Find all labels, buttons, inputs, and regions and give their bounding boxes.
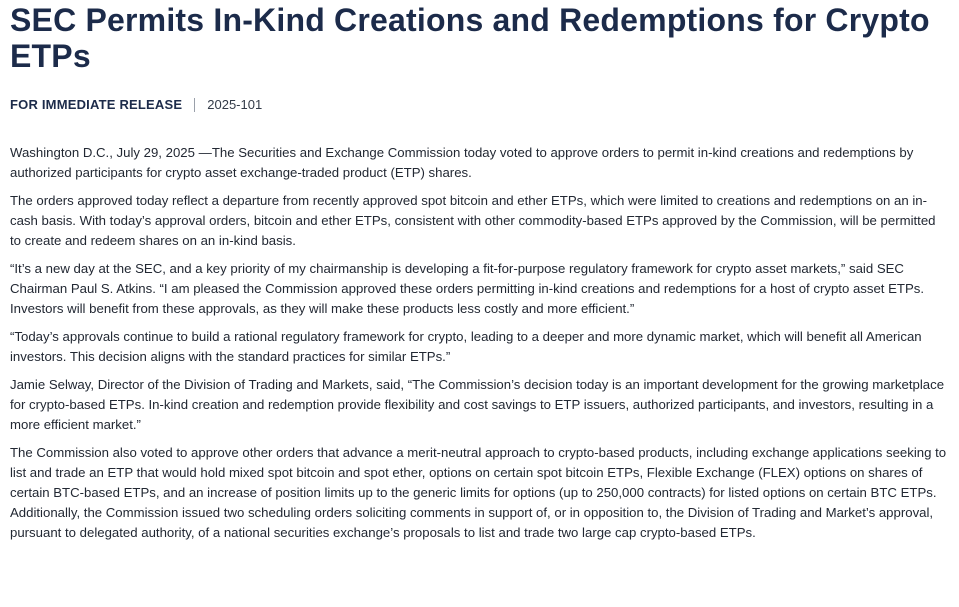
article-body [10, 143, 950, 543]
paragraph-chairman-quote: “It’s a new day at the SEC, and a key priority of my chairmanship is developing a fit-for-purpose regulatory framework for crypto asset markets,” said SEC Chairman Paul S. Atkins. “I am pleased the Commission approved these orders permitting in-kind creations and redemptions for a host of crypto asset ETPs. Investors will benefit from these approvals, as they will make these products less costly and more efficient.” [10, 261, 925, 316]
release-label: FOR IMMEDIATE RELEASE [10, 97, 183, 112]
release-meta [10, 96, 950, 114]
release-divider [194, 98, 195, 112]
paragraph-dateline: Washington D.C., July 29, 2025 —The Securities and Exchange Commission today voted to approve orders to permit in-kind creations and redemptions by authorized participants for crypto asset exchange-traded product (ETP) shares. [10, 145, 914, 180]
paragraph-other-orders: The Commission also voted to approve other orders that advance a merit-neutral approach to crypto-based products, including exchange applications seeking to list and trade an ETP that would hold mixed spot bitcoin and spot ether, options on certain spot bitcoin ETPs, Flexible Exchange (FLEX) options on shares of certain BTC-based ETPs, and an increase of position limits up to the generic limits for options (up to 250,000 contracts) for listed options on certain BTC ETPs. Additionally, the Commission issued two scheduling orders soliciting comments in support of, or in opposition to, the Division of Trading and Market’s approval, pursuant to delegated authority, of a national securities exchange’s proposals to list and trade two large cap crypto-based ETPs. [10, 445, 947, 540]
paragraph-orders: The orders approved today reflect a departure from recently approved spot bitcoin and ether ETPs, which were limited to creations and redemptions on an in-cash basis. With today’s approval orders, bitcoin and ether ETPs, consistent with other commodity-based ETPs approved by the Commission, will be permitted to create and redeem shares on an in-kind basis. [10, 193, 936, 248]
press-release [10, 0, 950, 551]
page-title: SEC Permits In-Kind Creations and Redemptions for Crypto ETPs [10, 2, 930, 74]
paragraph-approvals-quote: “Today’s approvals continue to build a rational regulatory framework for crypto, leading to a deeper and more dynamic market, which will benefit all American investors. This decision aligns with the standard practices for similar ETPs.” [10, 329, 922, 364]
paragraph-director-quote: Jamie Selway, Director of the Division of Trading and Markets, said, “The Commission’s decision today is an important development for the growing marketplace for crypto-based ETPs. In-kind creation and redemption provide flexibility and cost savings to ETP issuers, authorized participants, and investors, resulting in a more efficient market.” [10, 377, 945, 432]
release-number: 2025-101 [207, 97, 263, 112]
